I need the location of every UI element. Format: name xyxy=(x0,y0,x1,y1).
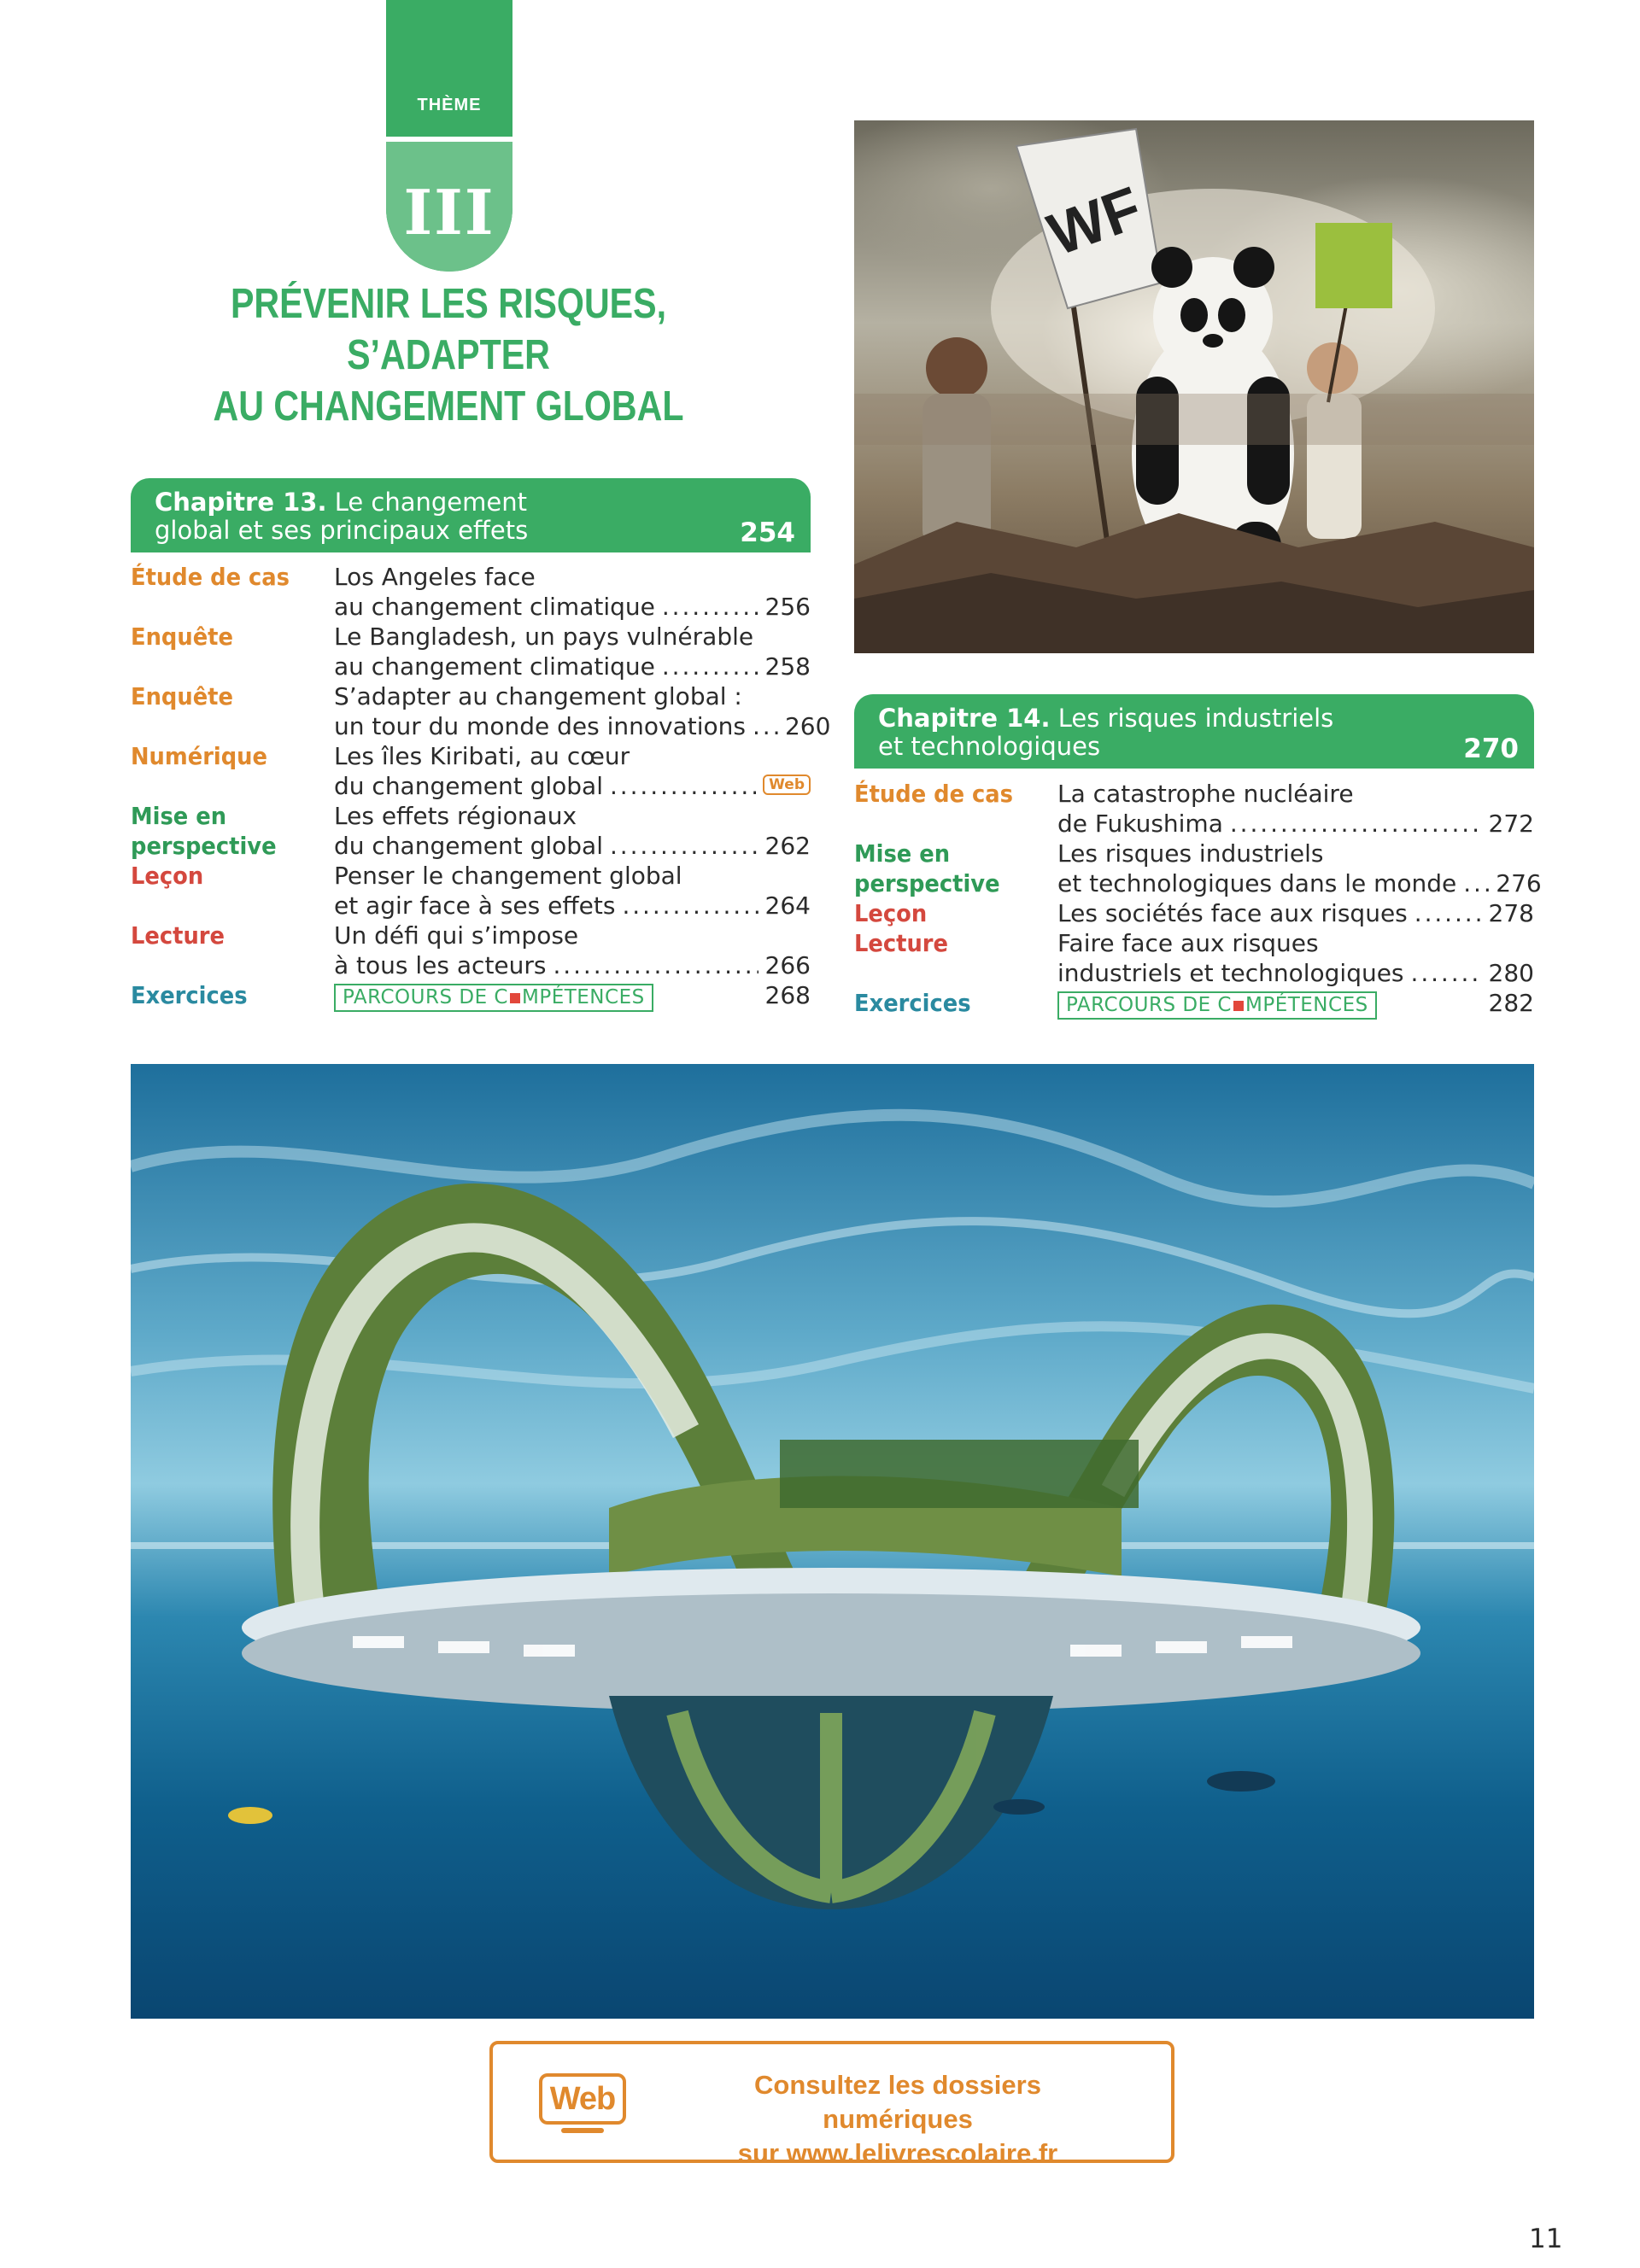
entry-title-line2: et technologiques dans le monde xyxy=(1057,869,1457,897)
web-box-line2[interactable]: sur www.lelivrescolaire.fr xyxy=(737,2138,1058,2168)
entry-category: Étude de cas xyxy=(854,780,1013,808)
entry-category: Exercices xyxy=(854,989,971,1017)
chapter13-header xyxy=(131,478,811,552)
toc-entry[interactable] xyxy=(131,921,811,980)
chapter14-page: 270 xyxy=(1463,734,1519,764)
toc-entry[interactable] xyxy=(854,898,1534,928)
toc-entry[interactable] xyxy=(131,861,811,921)
entry-title-line1: Los Angeles face xyxy=(334,563,536,591)
theme-number-badge xyxy=(386,137,512,272)
entry-category: Étude de cas xyxy=(131,563,290,591)
entry-page: 262 xyxy=(764,832,811,860)
theme-title xyxy=(179,278,718,432)
entry-title-line2: du changement global xyxy=(334,832,603,860)
entry-page: 260 xyxy=(784,712,831,740)
entry-title-line2: un tour du monde des innovations xyxy=(334,712,746,740)
toc-entry[interactable] xyxy=(131,562,811,622)
web-monitor-icon: Web xyxy=(539,2073,626,2125)
entry-page: 264 xyxy=(764,891,811,920)
entry-category: Lecture xyxy=(131,921,225,950)
chapter13-entries xyxy=(131,562,831,1012)
entry-title-line2: au changement climatique xyxy=(334,652,655,681)
entry-title-line1: Faire face aux risques xyxy=(1057,929,1319,957)
entry-page: 258 xyxy=(764,652,811,681)
entry-title-line1: Penser le changement global xyxy=(334,862,682,890)
entry-category: Exercices xyxy=(131,981,248,1009)
toc-entry[interactable] xyxy=(131,741,811,801)
square-icon xyxy=(510,993,520,1003)
theme-label: THÈME xyxy=(417,96,482,114)
entry-page: 278 xyxy=(1488,899,1534,927)
entry-page: 282 xyxy=(1488,989,1534,1017)
chapter13-title-line1 xyxy=(155,488,787,517)
theme-title-line1: PRÉVENIR LES RISQUES, S’ADAPTER xyxy=(230,281,667,378)
entry-page: 256 xyxy=(764,593,811,621)
chapter13-title-part1: Le changement xyxy=(334,488,527,517)
entry-page: 272 xyxy=(1488,810,1534,838)
entry-title-line2: et agir face à ses effets xyxy=(334,891,616,920)
entry-title-line1: Les îles Kiribati, au cœur xyxy=(334,742,630,770)
chapter13-number: Chapitre 13. xyxy=(155,488,327,517)
entry-page: 280 xyxy=(1488,959,1534,987)
page-number: 11 xyxy=(1529,2224,1563,2254)
web-box-line1: Consultez les dossiers numériques xyxy=(754,2070,1041,2134)
entry-title-line1: Le Bangladesh, un pays vulnérable xyxy=(334,623,754,651)
competences-badge[interactable]: PARCOURS DE C MPÉTENCES xyxy=(334,984,653,1012)
entry-category: Lecture xyxy=(854,929,948,957)
entry-category-line2: perspective xyxy=(131,832,277,860)
entry-title-line2: industriels et technologiques xyxy=(1057,959,1404,987)
toc-entry[interactable] xyxy=(131,801,811,861)
chapter14-title-part2: et technologiques xyxy=(878,732,1101,761)
theme-number: III xyxy=(403,176,495,248)
toc-entry[interactable] xyxy=(854,779,1534,839)
web-monitor-stand xyxy=(561,2128,604,2133)
chapter13-title-part2: global et ses principaux effets xyxy=(155,516,529,545)
square-icon xyxy=(1233,1001,1244,1011)
protest-illustration xyxy=(854,120,1534,653)
web-box-text xyxy=(676,2068,1120,2171)
toc-entry[interactable] xyxy=(131,980,811,1012)
entry-category xyxy=(131,801,312,861)
entry-title-line1: Un défi qui s’impose xyxy=(334,921,579,950)
entry-category-line2: perspective xyxy=(854,869,1000,897)
chapter13-page: 254 xyxy=(740,517,795,548)
entry-title-line2: au changement climatique xyxy=(334,593,655,621)
theme-title-line2: AU CHANGEMENT GLOBAL xyxy=(213,383,684,430)
entry-title-line1: La catastrophe nucléaire xyxy=(1057,780,1354,808)
chapter14-title-line1 xyxy=(878,704,1510,733)
entry-category: Enquête xyxy=(131,623,233,651)
toc-entry[interactable] xyxy=(131,622,811,681)
protest-photo xyxy=(854,120,1534,653)
web-icon[interactable]: Web xyxy=(763,775,811,795)
toc-entry[interactable] xyxy=(854,839,1542,898)
chapter14-number: Chapitre 14. xyxy=(878,704,1051,733)
toc-entry[interactable] xyxy=(854,928,1534,988)
floating-city-photo xyxy=(131,1064,1534,2019)
entry-category: Numérique xyxy=(131,742,267,770)
entry-category: Enquête xyxy=(131,682,233,710)
entry-title-line2: de Fukushima xyxy=(1057,810,1223,838)
entry-page: 268 xyxy=(764,981,811,1009)
entry-category-line1: Mise en xyxy=(854,839,951,868)
entry-title-line1: Les sociétés face aux risques xyxy=(1057,899,1408,927)
chapter14-header xyxy=(854,694,1534,769)
entry-title-line1: S’adapter au changement global : xyxy=(334,682,742,710)
entry-category-line1: Mise en xyxy=(131,802,227,830)
entry-category xyxy=(854,839,1035,898)
entry-title-line2: du changement global xyxy=(334,772,603,800)
svg-text:WF: WF xyxy=(1040,173,1151,269)
floating-city-illustration xyxy=(131,1064,1534,2019)
chapter14-title-part1: Les risques industriels xyxy=(1057,704,1334,733)
web-resources-box[interactable] xyxy=(489,2041,1174,2168)
entry-title-line1: Les risques industriels xyxy=(1057,839,1324,868)
toc-entry[interactable] xyxy=(854,988,1534,1020)
entry-page: 276 xyxy=(1496,869,1542,897)
entry-page: 266 xyxy=(764,951,811,979)
entry-title-line2: à tous les acteurs xyxy=(334,951,547,979)
competences-badge[interactable]: PARCOURS DE C MPÉTENCES xyxy=(1057,991,1377,1020)
entry-category: Leçon xyxy=(854,899,928,927)
entry-category: Leçon xyxy=(131,862,204,890)
toc-entry[interactable] xyxy=(131,681,831,741)
theme-tab xyxy=(386,0,512,272)
entry-title-line1: Les effets régionaux xyxy=(334,802,577,830)
chapter14-entries xyxy=(854,779,1542,1020)
